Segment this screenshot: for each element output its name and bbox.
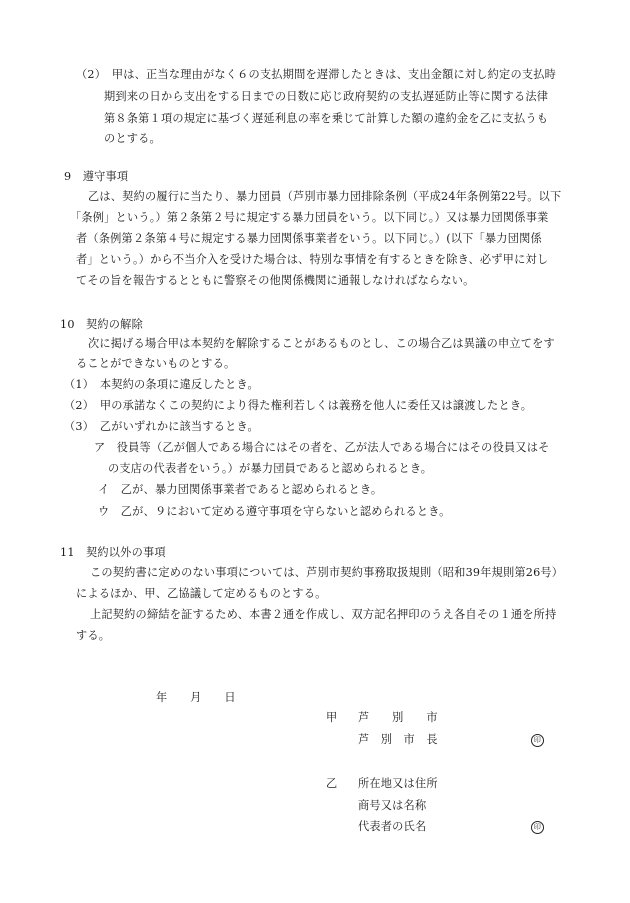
clause10-sub-a-line1: ア 役員等（乙が個人である場合にはその者を、乙が法人である場合にはその役員又はそ [94, 441, 550, 454]
signature-date: 年 月 日 [156, 691, 236, 704]
clause8-item2-line3: 第８条第１項の規定に基づく遅延利息の率を乗じて計算した額の違約金を乙に支払うも [104, 112, 549, 125]
clause10-item3: （3） 乙がいずれかに該当するとき。 [64, 420, 259, 433]
clause10-sub-u: ウ 乙が、９において定める遵守事項を守らないと認められるとき。 [98, 505, 451, 518]
clause11-closing-line1: 上記契約の締結を証するため、本書２通を作成し、双方記名押印のうえ各自その１通を所持 [90, 608, 557, 621]
clause11-body-line1: この契約書に定めのない事項については、芦別市契約事務取扱規則（昭和39年規則第26号） [90, 566, 564, 579]
party-b-address: 所在地又は住所 [358, 777, 438, 790]
clause10-intro-line1: 次に掲げる場合甲は本契約を解除することがあるものとし、この場合乙は異議の申立てをす [88, 337, 555, 350]
party-a-title: 芦 別 市 長 [358, 733, 438, 746]
clause8-item2-line1: （2） 甲は、正当な理由がなく６の支払期間を遅滞したときは、支出金額に対し約定の支払時 [76, 68, 556, 81]
clause9-body-line1: 乙は、契約の履行に当たり、暴力団員（芦別市暴力団排除条例（平成24年条例第22号。以下 [88, 190, 562, 203]
clause8-item2-line2: 期到来の日から支出をする日までの日数に応じ政府契約の支払遅延防止等に関する法律 [104, 90, 549, 103]
clause10-intro-line2: ることができないものとする。 [76, 357, 236, 370]
clause8-item2-line4: のとする。 [104, 132, 161, 145]
clause11-body-line2: によるほか、甲、乙協議して定めるものとする。 [76, 587, 327, 600]
clause9-body-line3: 者（条例第２条第４号に規定する暴力団関係事業者をいう。以下同じ。）(以下「暴力団関係 [76, 232, 542, 245]
clause10-heading: 10 契約の解除 [60, 318, 143, 331]
clause10-item1: （1） 本契約の条項に違反したとき。 [64, 378, 259, 391]
party-b-trade-name: 商号又は名称 [358, 799, 427, 812]
clause10-sub-a-line2: の支店の代表者をいう。）が暴力団員であると認められるとき。 [108, 462, 433, 475]
clause10-sub-i: イ 乙が、暴力団関係事業者であると認められるとき。 [98, 483, 383, 496]
party-a-label: 甲 [326, 711, 338, 724]
party-b-seal-icon: 印 [531, 821, 544, 834]
clause9-body-line4: 者」という。）から不当介入を受けた場合は、特別な事情を有するときを除き、必ず甲に対し [76, 253, 549, 266]
party-b-label: 乙 [326, 777, 338, 790]
clause9-body-line5: てその旨を報告するとともに警察その他関係機関に通報しなければならない。 [76, 274, 475, 287]
clause9-heading: 9 遵守事項 [64, 170, 129, 183]
party-a-name: 芦 別 市 [358, 711, 438, 724]
clause11-heading: 11 契約以外の事項 [60, 546, 166, 559]
party-b-representative: 代表者の氏名 [358, 820, 427, 833]
clause9-body-line2: 「条例」という。）第２条第２号に規定する暴力団員をいう。以下同じ。）又は暴力団関係事業 [70, 211, 549, 224]
party-a-seal-icon: 印 [531, 734, 544, 747]
clause10-item2: （2） 甲の承諾なくこの契約により得た権利若しくは義務を他人に委任又は譲渡したとき。 [64, 399, 533, 412]
clause11-closing-line2: する。 [76, 629, 111, 642]
